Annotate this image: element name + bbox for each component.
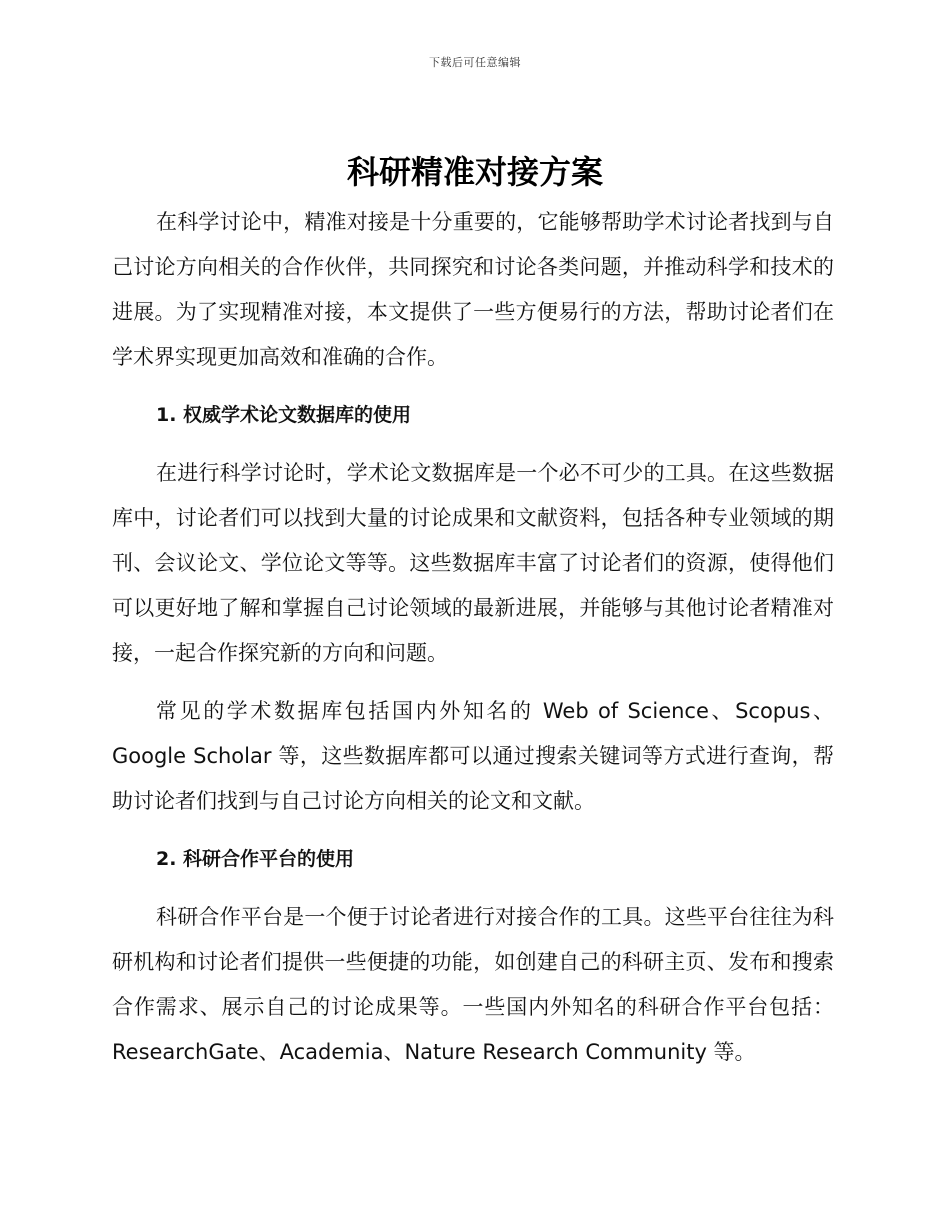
section-2-paragraph-1: 科研合作平台是一个便于讨论者进行对接合作的工具。这些平台往往为科研机构和讨论者们提供一些便捷的功能，如创建自己的科研主页、发布和搜索合作需求、展示自己的讨论成果等。一些国内外知名的科研合作平台包括：ResearchGate、Academia、Nature Research Community 等。: [112, 905, 834, 1064]
section-1-paragraph-2: 常见的学术数据库包括国内外知名的 Web of Science、Scopus、Google Scholar 等，这些数据库都可以通过搜索关键词等方式进行查询，帮助讨论者们找到与自己讨论方向相关的论文和文献。: [112, 699, 834, 813]
intro-paragraph: 在科学讨论中，精准对接是十分重要的，它能够帮助学术讨论者找到与自己讨论方向相关的合作伙伴，共同探究和讨论各类问题，并推动科学和技术的进展。为了实现精准对接，本文提供了一些方便易行的方法，帮助讨论者们在学术界实现更加高效和准确的合作。: [112, 210, 834, 369]
section-1-heading: 1. 权威学术论文数据库的使用: [156, 404, 412, 426]
document-title: 科研精准对接方案: [346, 153, 603, 191]
section-2-heading: 2. 科研合作平台的使用: [156, 848, 355, 870]
document-body: [112, 200, 834, 1088]
section-1-paragraph-1: 在进行科学讨论时，学术论文数据库是一个必不可少的工具。在这些数据库中，讨论者们可以找到大量的讨论成果和文献资料，包括各种专业领域的期刊、会议论文、学位论文等等。这些数据库丰富了讨论者们的资源，使得他们可以更好地了解和掌握自己讨论领域的最新进展，并能够与其他讨论者精准对接，一起合作探究新的方向和问题。: [112, 461, 834, 665]
page-header-note: 下载后可任意编辑: [429, 56, 521, 69]
